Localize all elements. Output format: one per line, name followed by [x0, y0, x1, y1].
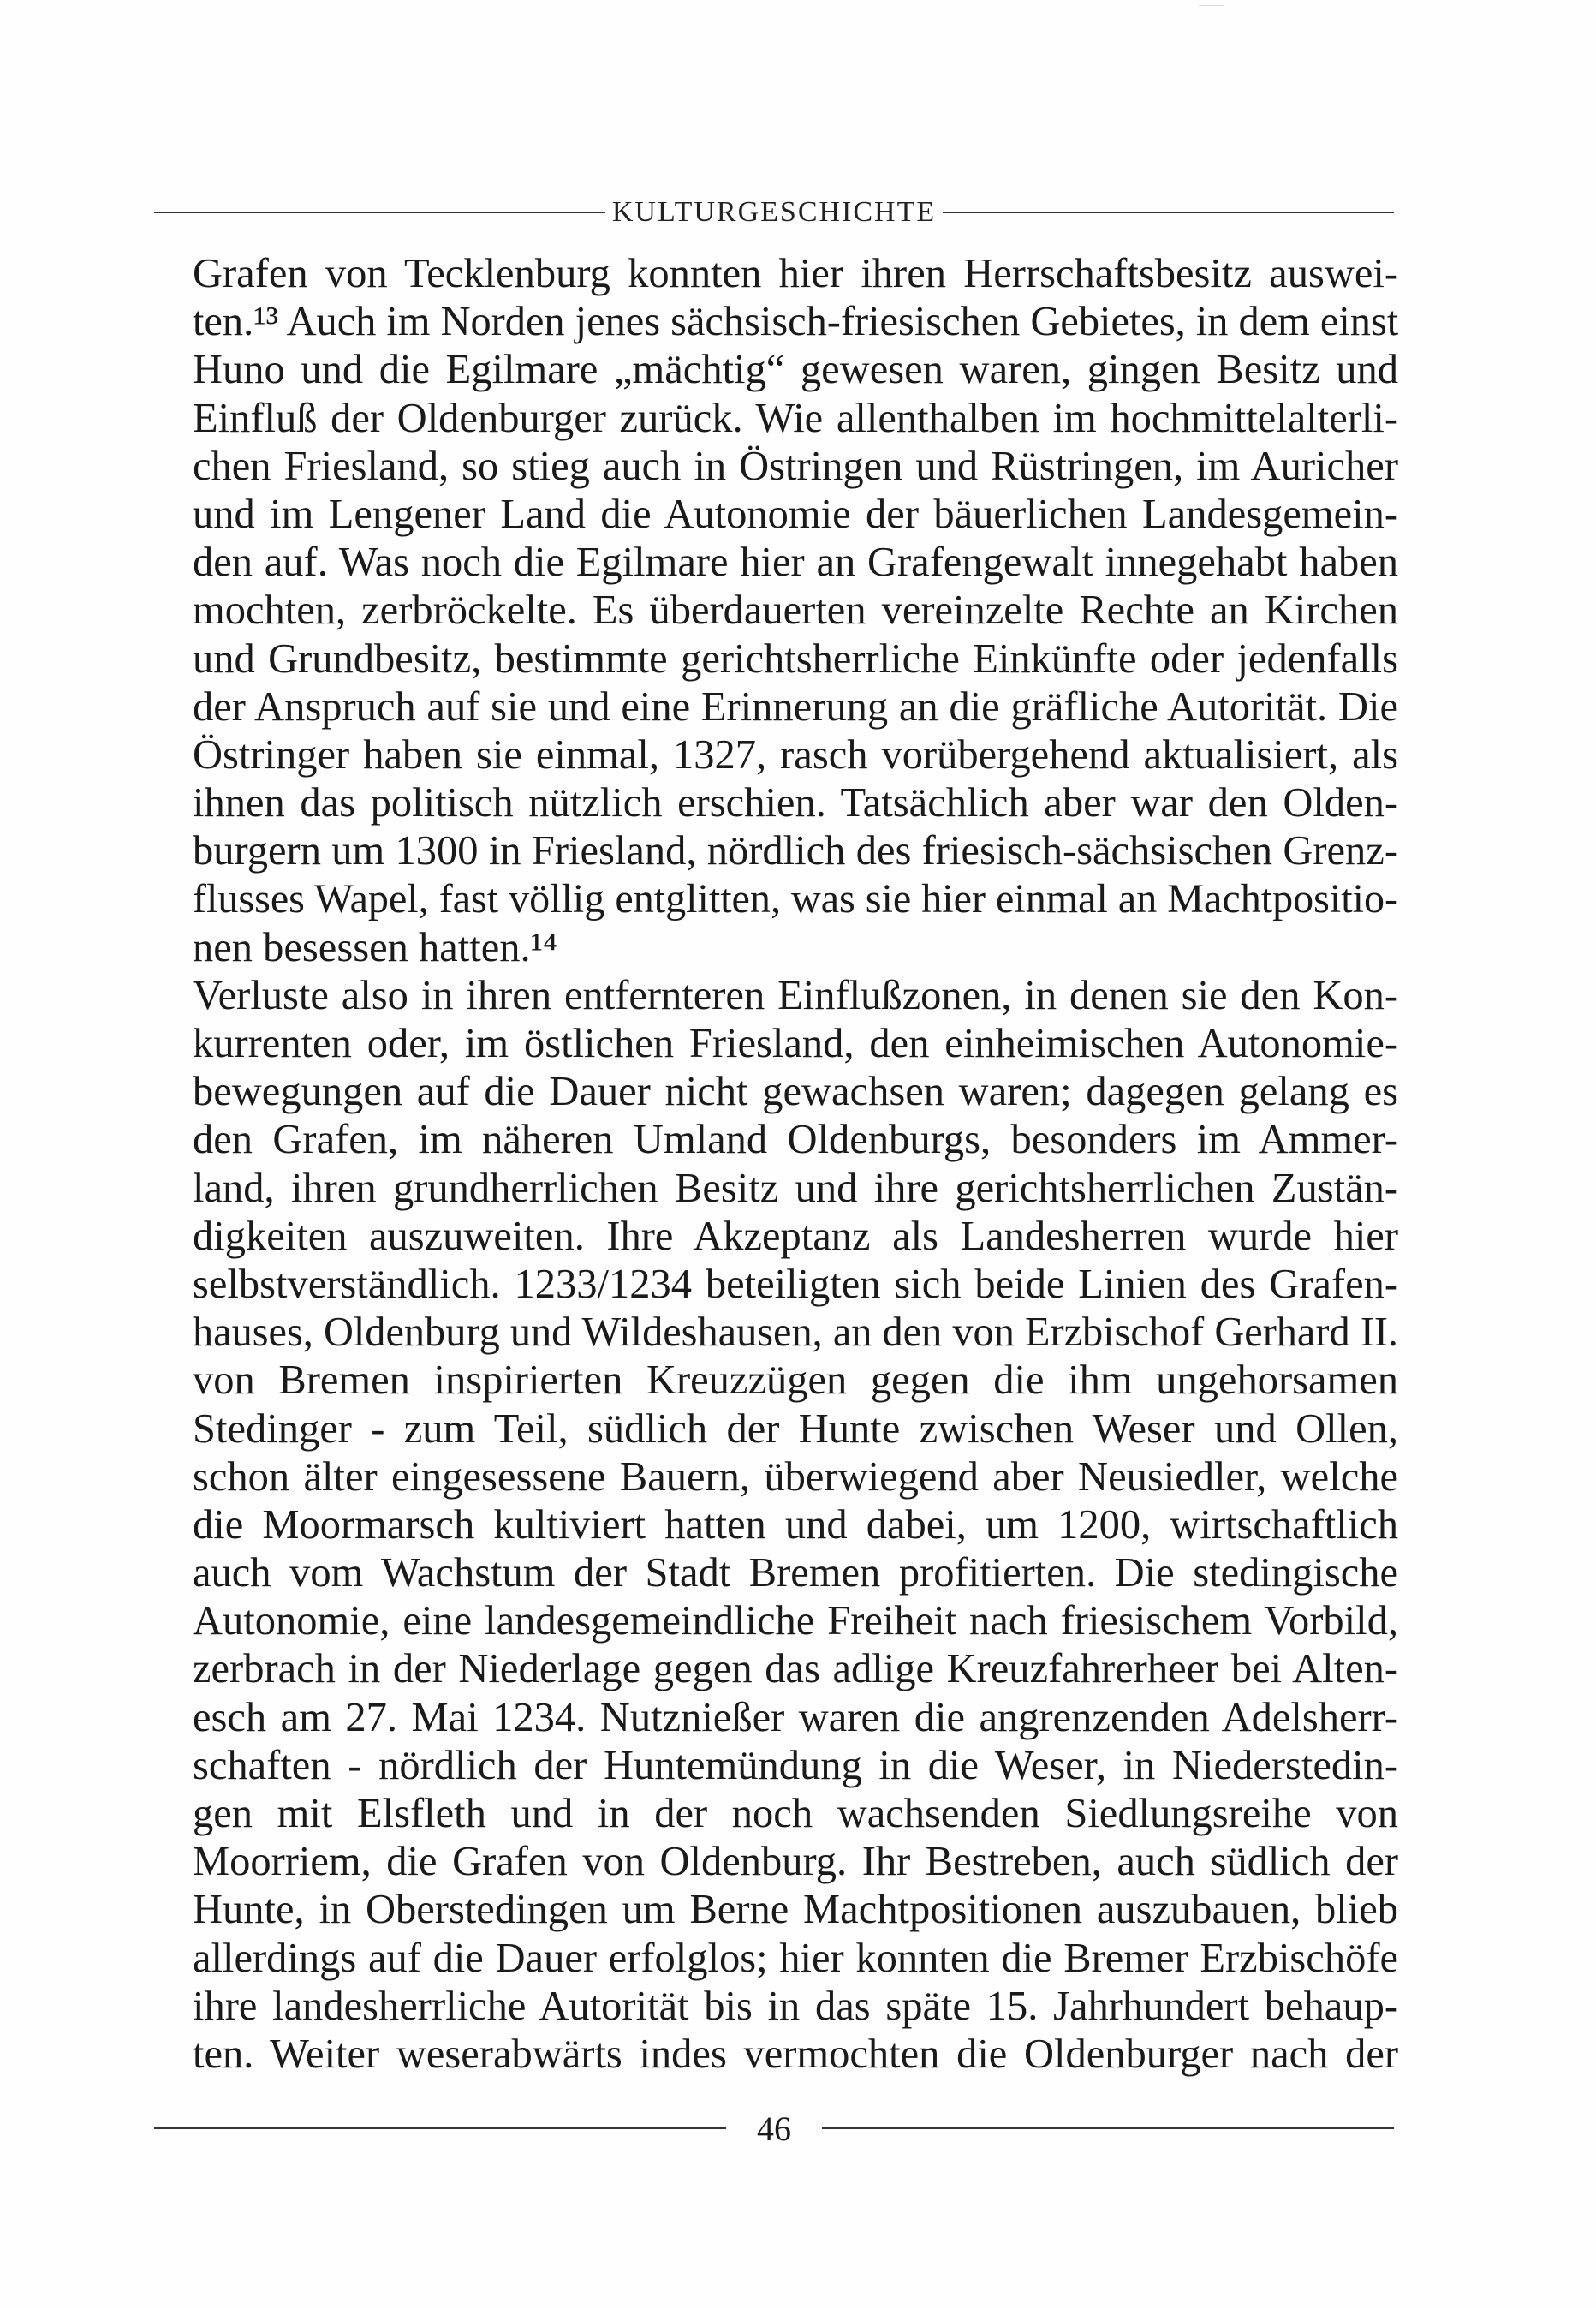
page-footer: [154, 2103, 1394, 2154]
text-line: flusses Wapel, fast völlig entglitten, was sie hier einmal an Machtpositio-: [193, 876, 1398, 922]
footer-rule-left: [154, 2127, 726, 2129]
text-line: und im Lengener Land die Autonomie der bäuerlichen Landesgemein-: [193, 491, 1398, 537]
text-line: Hunte, in Oberstedingen um Berne Machtpositionen auszubauen, blieb: [193, 1887, 1398, 1933]
text-line: chen Friesland, so stieg auch in Östringen und Rüstringen, im Auricher: [193, 443, 1398, 489]
text-line: den Grafen, im näheren Umland Oldenburgs, besonders im Ammer-: [193, 1117, 1398, 1163]
text-line: Einfluß der Oldenburger zurück. Wie allenthalben im hochmittelalterli-: [193, 395, 1398, 441]
text-line: Huno und die Egilmare „mächtig“ gewesen waren, gingen Besitz und: [193, 347, 1398, 393]
text-line: Stedinger - zum Teil, südlich der Hunte zwischen Weser und Ollen,: [193, 1405, 1398, 1452]
footer-rule-right: [822, 2127, 1394, 2129]
text-line: schon älter eingesessene Bauern, überwiegend aber Neusiedler, welche: [193, 1453, 1398, 1500]
text-line: ihnen das politisch nützlich erschien. Tatsächlich aber war den Olden-: [193, 780, 1398, 826]
header-rule-left: [154, 212, 605, 213]
text-line: ten.¹³ Auch im Norden jenes sächsisch-friesischen Gebietes, in dem einst: [193, 299, 1399, 345]
text-line: und Grundbesitz, bestimmte gerichtsherrliche Einkünfte oder jedenfalls: [193, 635, 1398, 682]
text-line: Grafen von Tecklenburg konnten hier ihren Herrschaftsbesitz auswei-: [193, 251, 1398, 296]
text-line: burgern um 1300 in Friesland, nördlich des friesisch-sächsischen Grenz-: [193, 828, 1398, 874]
text-line: kurrenten oder, im östlichen Friesland, den einheimischen Autonomie-: [193, 1021, 1398, 1066]
text-line: Moorriem, die Grafen von Oldenburg. Ihr Bestreben, auch südlich der: [193, 1839, 1398, 1885]
text-line: nen besessen hatten.¹⁴: [193, 924, 558, 970]
text-line: digkeiten auszuweiten. Ihre Akzeptanz als Landesherren wurde hier: [193, 1213, 1398, 1259]
running-head: KULTURGESCHICHTE: [611, 196, 937, 228]
text-line: mochten, zerbröckelte. Es überdauerten vereinzelte Rechte an Kirchen: [193, 588, 1398, 634]
text-line: ten. Weiter weserabwärts indes vermochten die Oldenburger nach der: [193, 2031, 1398, 2077]
page-number: 46: [757, 2109, 791, 2148]
text-line: hauses, Oldenburg und Wildeshausen, an den von Erzbischof Gerhard II.: [193, 1310, 1398, 1356]
text-line: Östringer haben sie einmal, 1327, rasch vorübergehend aktualisiert, als: [193, 731, 1398, 778]
text-line: Autonomie, eine landesgemeindliche Freiheit nach friesischem Vorbild,: [193, 1598, 1398, 1644]
text-line: auch vom Wachstum der Stadt Bremen profitierten. Die stedingische: [193, 1550, 1398, 1596]
text-line: schaften - nördlich der Huntemündung in die Weser, in Niederstedin-: [193, 1742, 1398, 1788]
text-line: esch am 27. Mai 1234. Nutznießer waren die angrenzenden Adelsherr-: [193, 1694, 1398, 1740]
scan-artifact: [1199, 5, 1224, 6]
text-line: bewegungen auf die Dauer nicht gewachsen waren; dagegen gelang es: [193, 1069, 1398, 1115]
text-line: die Moormarsch kultiviert hatten und dabei, um 1200, wirtschaftlich: [193, 1501, 1398, 1548]
text-line: der Anspruch auf sie und eine Erinnerung an die gräfliche Autorität. Die: [193, 683, 1398, 730]
page-header: [154, 187, 1394, 238]
header-rule-right: [943, 212, 1394, 213]
text-line: von Bremen inspirierten Kreuzzügen gegen die ihm ungehorsamen: [193, 1357, 1398, 1404]
text-line: gen mit Elsfleth und in der noch wachsenden Siedlungsreihe von: [193, 1791, 1398, 1836]
text-line: selbstverständlich. 1233/1234 beteiligten sich beide Linien des Grafen-: [193, 1261, 1398, 1307]
body-text: [193, 250, 1398, 2079]
text-line: den auf. Was noch die Egilmare hier an Grafengewalt innegehabt haben: [193, 540, 1398, 586]
text-line: land, ihren grundherrlichen Besitz und ihre gerichtsherrlichen Zustän-: [193, 1165, 1398, 1211]
text-line: ihre landesherrliche Autorität bis in das späte 15. Jahrhundert behaup-: [193, 1983, 1398, 2029]
text-line: Verluste also in ihren entfernteren Einflußzonen, in denen sie den Kon-: [193, 972, 1398, 1018]
text-line: zerbrach in der Niederlage gegen das adlige Kreuzfahrerheer bei Alten-: [193, 1646, 1398, 1692]
text-line: allerdings auf die Dauer erfolglos; hier konnten die Bremer Erzbischöfe: [193, 1935, 1398, 1981]
